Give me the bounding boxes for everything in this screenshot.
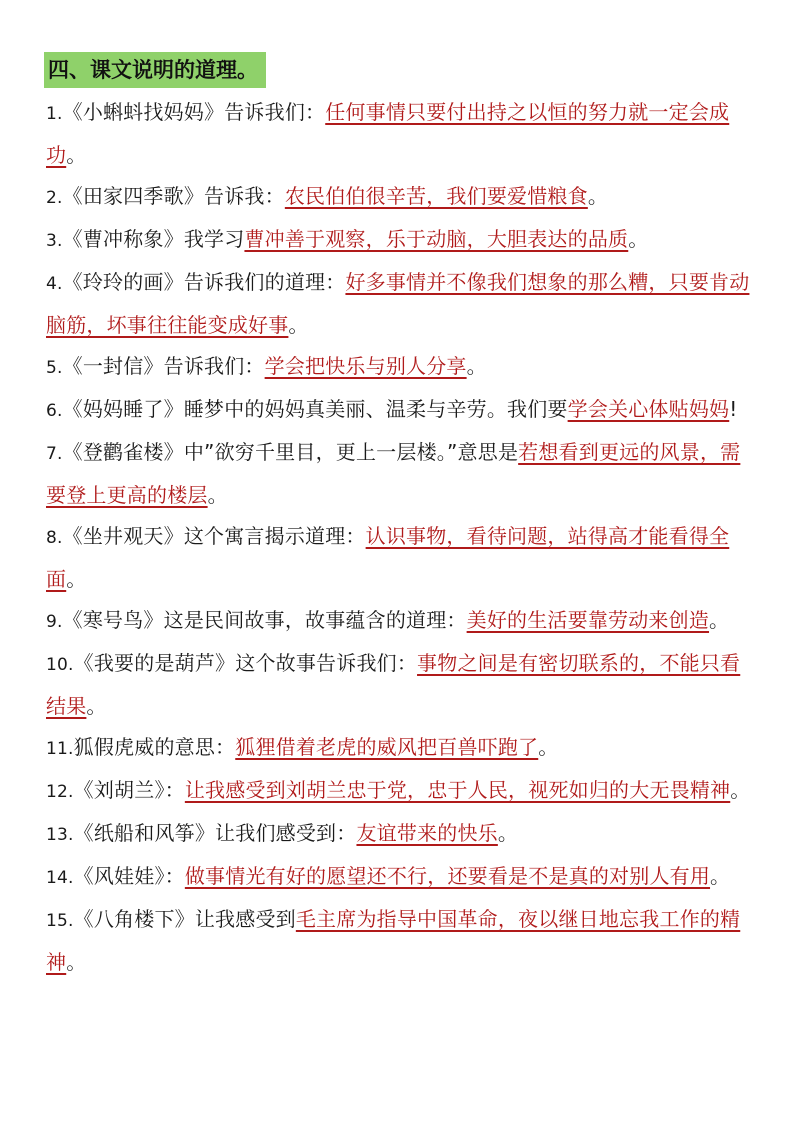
item-answer: 友谊带来的快乐 [356, 821, 498, 845]
item-number: 1. [46, 104, 63, 124]
item-prompt: 《田家四季歌》告诉我： [62, 184, 285, 208]
item-tail: 。 [730, 778, 751, 802]
item-tail: 。 [628, 227, 649, 251]
item-answer: 农民伯伯很辛苦，我们要爱惜粮食 [284, 184, 588, 208]
list-item [46, 813, 760, 856]
list-item [46, 643, 760, 727]
section-heading: 四、课文说明的道理。 [44, 52, 266, 88]
item-answer: 做事情光有好的愿望还不行，还要看是不是真的对别人有用 [184, 864, 711, 888]
item-answer: 曹冲善于观察，乐于动脑，大胆表达的品质 [244, 227, 629, 251]
item-number: 15. [46, 911, 74, 931]
item-tail: 。 [709, 608, 730, 632]
item-tail: ! [729, 397, 738, 421]
item-prompt: 《纸船和风筝》让我们感受到： [73, 821, 357, 845]
lesson-list [46, 92, 760, 983]
item-answer: 事物之间是有密切联系的，不能只看结果 [46, 651, 741, 718]
item-number: 4. [46, 274, 63, 294]
item-number: 11. [46, 739, 74, 759]
item-number: 12. [46, 782, 74, 802]
item-answer: 学会把快乐与别人分享 [264, 354, 467, 378]
item-tail: 。 [66, 143, 87, 167]
list-item [46, 727, 760, 770]
item-prompt: 《寒号鸟》这是民间故事，故事蕴含的道理： [62, 608, 467, 632]
list-item [46, 346, 760, 389]
list-item [46, 262, 760, 346]
item-prompt: 狐假虎威的意思： [73, 735, 236, 759]
item-answer: 让我感受到刘胡兰忠于党，忠于人民，视死如归的大无畏精神 [184, 778, 731, 802]
list-item [46, 219, 760, 262]
item-prompt: 《刘胡兰》： [73, 778, 185, 802]
item-prompt: 《登鹳雀楼》中”欲穷千里目，更上一层楼。”意思是 [62, 440, 519, 464]
item-answer: 任何事情只要付出持之以恒的努力就一定会成功 [46, 100, 730, 167]
item-answer: 好多事情并不像我们想象的那么糟，只要肯动脑筋，坏事往往能变成好事 [46, 270, 750, 337]
item-number: 8. [46, 528, 63, 548]
item-number: 2. [46, 188, 63, 208]
item-answer: 毛主席为指导中国革命，夜以继日地忘我工作的精神 [46, 907, 741, 974]
item-answer: 学会关心体贴妈妈 [567, 397, 730, 421]
list-item [46, 600, 760, 643]
item-tail: 。 [66, 950, 87, 974]
item-number: 14. [46, 868, 74, 888]
item-prompt: 《我要的是葫芦》这个故事告诉我们： [73, 651, 418, 675]
list-item [46, 770, 760, 813]
item-tail: 。 [288, 313, 309, 337]
item-number: 3. [46, 231, 63, 251]
item-number: 7. [46, 444, 63, 464]
item-number: 13. [46, 825, 74, 845]
list-item [46, 176, 760, 219]
item-answer: 若想看到更远的风景，需要登上更高的楼层 [46, 440, 741, 507]
item-tail: 。 [66, 567, 87, 591]
item-prompt: 《八角楼下》让我感受到 [73, 907, 296, 931]
item-number: 6. [46, 401, 63, 421]
list-item [46, 92, 760, 176]
item-answer: 认识事物，看待问题，站得高才能看得全面 [46, 524, 730, 591]
item-tail: 。 [710, 864, 731, 888]
item-number: 5. [46, 358, 63, 378]
item-answer: 狐狸借着老虎的威风把百兽吓跑了 [235, 735, 539, 759]
item-tail: 。 [207, 483, 228, 507]
list-item [46, 516, 760, 600]
item-prompt: 《坐井观天》这个寓言揭示道理： [62, 524, 366, 548]
item-number: 10. [46, 655, 74, 675]
item-prompt: 《妈妈睡了》睡梦中的妈妈真美丽、温柔与辛劳。我们要 [62, 397, 568, 421]
item-tail: 。 [86, 694, 107, 718]
item-tail: 。 [587, 184, 609, 208]
item-prompt: 《玲玲的画》告诉我们的道理： [62, 270, 346, 294]
list-item [46, 432, 760, 516]
list-item [46, 899, 760, 983]
item-tail: 。 [497, 821, 519, 845]
list-item [46, 389, 760, 432]
item-prompt: 《曹冲称象》我学习 [62, 227, 245, 251]
item-prompt: 《小蝌蚪找妈妈》告诉我们： [62, 100, 326, 124]
list-item [46, 856, 760, 899]
item-tail: 。 [466, 354, 487, 378]
item-prompt: 《一封信》告诉我们： [62, 354, 265, 378]
item-answer: 美好的生活要靠劳动来创造 [466, 608, 710, 632]
item-number: 9. [46, 612, 63, 632]
item-prompt: 《风娃娃》： [73, 864, 185, 888]
item-tail: 。 [538, 735, 559, 759]
